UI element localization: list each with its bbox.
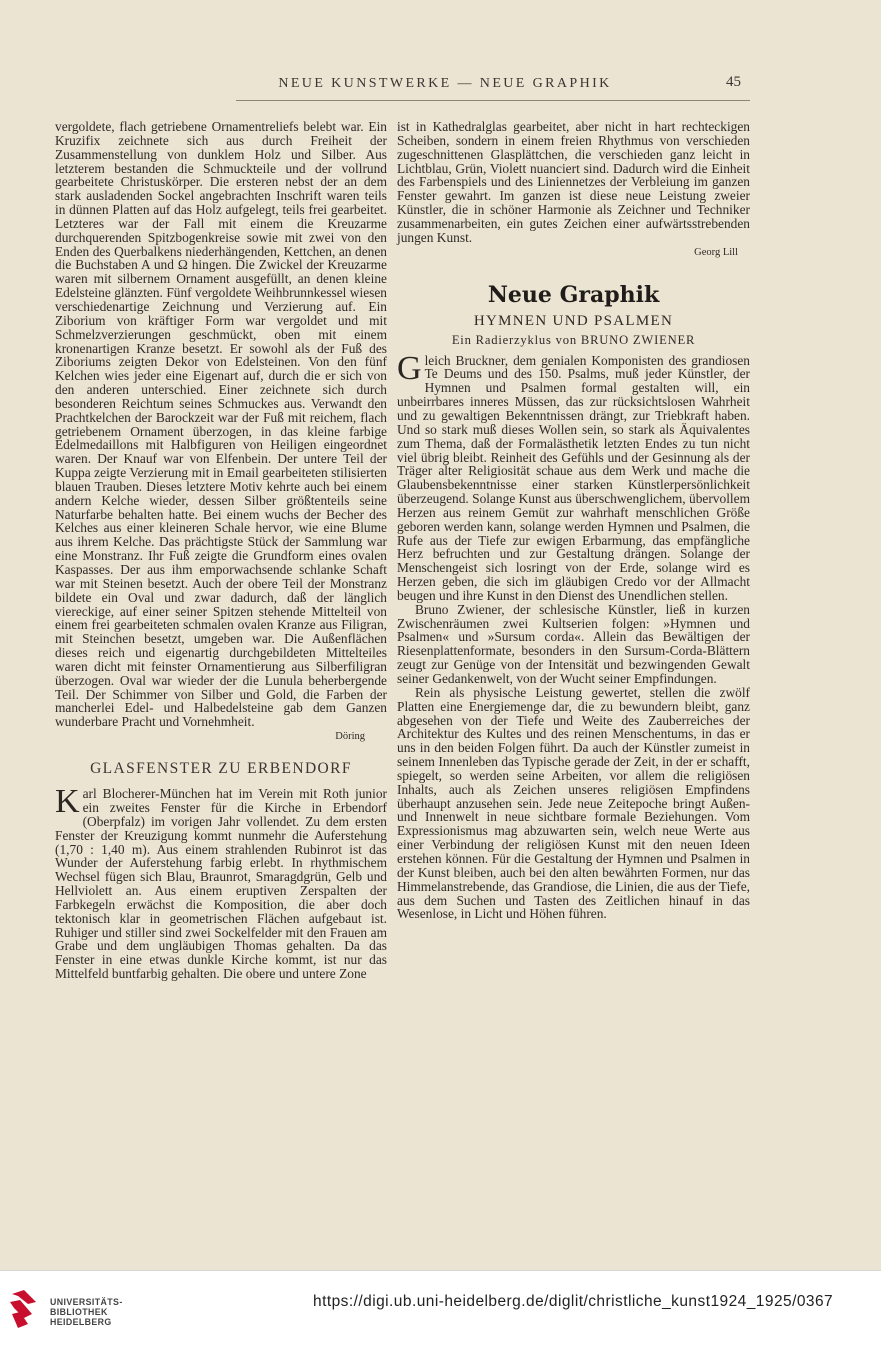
graphik-paragraph-1	[397, 349, 750, 603]
left-column	[55, 120, 387, 981]
logo-line-1: UNIVERSITÄTS-	[50, 1297, 123, 1307]
graphik-paragraph-3: Rein als physische Leistung gewertet, stellen die zwölf Platten eine Energiemenge dar, die zu bewundern bleibt, ganz abgesehen von der Tiefe und Weite des Zauberreiches der Architektur des Kultes und des reinen Menschentums, in das er uns in den beiden Folgen führt. Da auch der Künstler zumeist in seinem Innenleben das Typische gerade der Zeit, in der er schafft, spiegelt, so werden seine Arbeiten, vor allem die religiösen Inhalts, auch als Zeichen unseres religiösen Empfindens überhaupt anzusehen sein. Jede neue Zeitepoche bringt Außen- und Innenwelt in neue sichtbare formale Beziehungen. Vom Expressionismus mag abzuwarten sein, welch neue Werte aus einer Verbindung der religiösen Kunst mit den neuen Ideen erstehen können. Für die Gestaltung der Hymnen und Psalmen in der Kunst bleiben, auch bei den alten bewährten Formen, nur das Himmelanstrebende, das Grandiose, die Linien, die aus der Tiefe, aus dem Suchen und Tasten des Zeitlichen hinauf in das Wesenlose, in Licht und Höhen führen.	[397, 684, 750, 922]
viewer-footer	[0, 1270, 881, 1346]
header-rule	[236, 100, 750, 101]
glasfenster-signature: Georg Lill	[694, 246, 738, 258]
permalink-url[interactable]: https://digi.ub.uni-heidelberg.de/diglit/christliche_kunst1924_1925/0367	[313, 1293, 834, 1310]
right-column	[397, 120, 750, 921]
graphik-dropcap: G	[397, 349, 422, 387]
logo-line-2: BIBLIOTHEK	[50, 1307, 108, 1317]
glasfenster-continued: ist in Kathedralglas gearbeitet, aber nicht in hart rechteckigen Scheiben, sondern in einem freien Rhythmus von verschieden zugeschnittenen Glasplättchen, die verschieden ganz leicht in Lichtblau, Grün, Violett nuanciert sind. Dadurch wird die Einheit des Farbenspiels und des Liniennetzes der Verbleiung im ganzen Fenster gewahrt. Im ganzen ist diese neue Leistung zweier Künstler, die in schöner Harmonie als Zeichner und Techniker zusammenarbeiten, ein gutes Zeichen einer aufwärtsstrebenden jungen Kunst.	[397, 119, 750, 245]
graphik-subtitle: HYMNEN UND PSALMEN	[473, 312, 674, 329]
glasfenster-heading: GLASFENSTER ZU ERBENDORF	[90, 760, 352, 778]
section-title-neue-graphik: Neue Graphik	[487, 281, 660, 308]
article-continuation: vergoldete, flach getriebene Ornamentreliefs belebt war. Ein Kruzifix zeichnete sich aus durch Freiheit der Zusammenstellung von dunklem Holz und Silber. Aus letzterem bestanden die Schmuckteile und der vollrund gearbeitete Christuskörper. Die ersteren nebst der an dem stark ausladenden Sockel angebrachten Inschrift waren teils in dünnen Platten auf das Holz aufgelegt, teils frei gearbeitet. Letzteres war der Fall mit einem die Kreuzarme durchquerenden Spitzbogenkreise sowie mit zwei von den Enden des Querbalkens niederhängenden, Kettchen, an denen die Buchstaben A und Ω hingen. Die Zwickel der Kreuzarme waren mit silbernem Ornament ausgefüllt, an denen kleine Edelsteine glänzten. Fünf vergoldete Weihbrunnkessel wiesen verschiedenartige Zeichnung und Verzierung auf. Ein Ziborium von kräftiger Form war vergoldet und mit Schmelzverzierungen geschmückt, oben mit einem kronenartigen Kranze besetzt. Er sowohl als der Fuß des Ziboriums zeigten Dekor von Edelsteinen. Von den fünf Kelchen wies jeder eine Eigenart auf, durch die er sich von den anderen unterschied. Einer zeichnete sich durch besonderen Reichtum seines Schmuckes aus. Verwandt den Prachtkelchen der Barockzeit war der Fuß mit reichem, flach getriebenem Ornament überzogen, in das kleine farbige Edelmedaillons mit Halbfiguren von Heiligen eingeordnet waren. Der Knauf war von Elfenbein. Der untere Teil der Kuppa zeigte Verzierung mit in Email gearbeiteten stilisierten blauen Trauben. Dieses letztere Motiv kehrte auch bei einem andern Kelche wieder, dessen Silber größtenteils seine Naturfarbe behalten hatte. Bei einem wuchs der Becher des Kelches aus einer kleineren Schale hervor, wie eine Blume aus ihrem Kelche. Das prächtigste Stück der Sammlung war eine Monstranz. Ihr Fuß zeigte die Grundform eines ovalen Kaspasses. Der aus ihm emporwachsende schlanke Schaft war mit Steinen besetzt. Auch der obere Teil der Monstranz bildete ein Oval und zwar dadurch, daß der länglich viereckige, auf einer seiner Spitzen stehende Mittelteil von einem frei gearbeiteten schmalen ovalen Kranze aus Filigran, mit Steinchen besetzt, umgeben war. Die Außenflächen dieses reich und eigenartig durchgebildeten Mittelteiles waren dicht mit feinster Ornamentierung aus Silberfiligran überzogen. Oval war wieder der die Lunula beherbergende Teil. Der Schimmer von Silber und Gold, die Farben der mancherlei Edel- und Halbedelsteine gab dem Ganzen wunderbare Pracht und Vornehmheit.	[55, 119, 387, 730]
article-signature: Döring	[335, 731, 365, 743]
glasfenster-dropcap: K	[55, 783, 80, 821]
logo-line-3: HEIDELBERG	[50, 1317, 112, 1327]
library-logo-icon	[8, 1288, 44, 1330]
page-number: 45	[726, 74, 741, 90]
glasfenster-paragraph	[55, 783, 387, 982]
library-logo-text	[50, 1297, 123, 1327]
graphik-paragraph-2: Bruno Zwiener, der schlesische Künstler, ließ in kurzen Zwischenräumen zwei Kultserien folgen: »Hymnen und Psalmen« und »Sursum corda«. Allein das Bewältigen der Riesenplattenformate, besonders in den Sursum-Corda-Blättern zeugt zur Genüge von der Intensität und bezwingenden Gewalt seiner Gedankenwelt, von der Wucht seiner Empfindungen.	[397, 601, 750, 686]
running-title: NEUE KUNSTWERKE — NEUE GRAPHIK	[278, 76, 612, 91]
graphik-text-1: leich Bruckner, dem genialen Komponisten des grandiosen Te Deums und des 150. Psalms, muß jeder Künstler, der Hymnen und Psalmen formal gestalten will, ein unbeirrbares inneres Müssen, das zur rücksichtslosen Wahrheit und zu gewaltigen Bekenntnissen drängt, zur Triebkraft haben. Und so stark muß dieses Wollen sein, so stark als Äquivalentes zum Thema, daß der Formalästhetik letzten Endes zu tun nicht viel übrig bleibt. Reinheit des Gefühls und der Gesinnung als der Träger alter Religiosität schaue aus dem Werk und mache die Glaubensbekenntnisse einer starken Künstlerpersönlichkeit überzeugend. Solange Kunst aus überschwenglichem, übervollem Herzen aus reinem Gemüt zur wahrhaft menschlichen Größe geboren werden kann, solange werden Hymnen und Psalmen, die Rufe aus der Tiefe zur ewigen Erbarmung, das empfängliche Herz befruchten und zur Gestaltung drängen. Solange der Menschengeist sich losringt von der Erde, solange wird es Herzen geben, die sich im gläubigen Credo vor der Allmacht beugen und ihre Kunst in den Dienst des Unendlichen stellen.	[397, 352, 750, 603]
glasfenster-text: arl Blocherer-München hat im Verein mit Roth junior ein zweites Fenster für die Kirche in Erbendorf (Oberpfalz) im vorigen Jahr vollendet. Zu dem ersten Fenster der Kreuzigung kommt nunmehr die Auferstehung (1,70 : 1,40 m). Aus einem strahlenden Rubinrot ist das Wunder der Auferstehung farbig erlebt. In rhythmischem Wechsel fügen sich Blau, Braunrot, Smaragdgrün, Gelb und Hellviolett an. Aus einem eruptiven Zerspalten der Farbkegeln erwächst die Komposition, die aber doch tektonisch klar in geometrischen Flächen aufgebaut ist. Ruhiger und stiller sind zwei Sockelfelder mit den Frauen am Grabe und dem ungläubigen Thomas gehalten. Da das Fenster in eine etwas dunkle Kirche kommt, ist nur das Mittelfeld buntfarbig gehalten. Die obere und untere Zone	[55, 786, 387, 982]
graphik-byline: Ein Radierzyklus von BRUNO ZWIENER	[451, 332, 696, 347]
